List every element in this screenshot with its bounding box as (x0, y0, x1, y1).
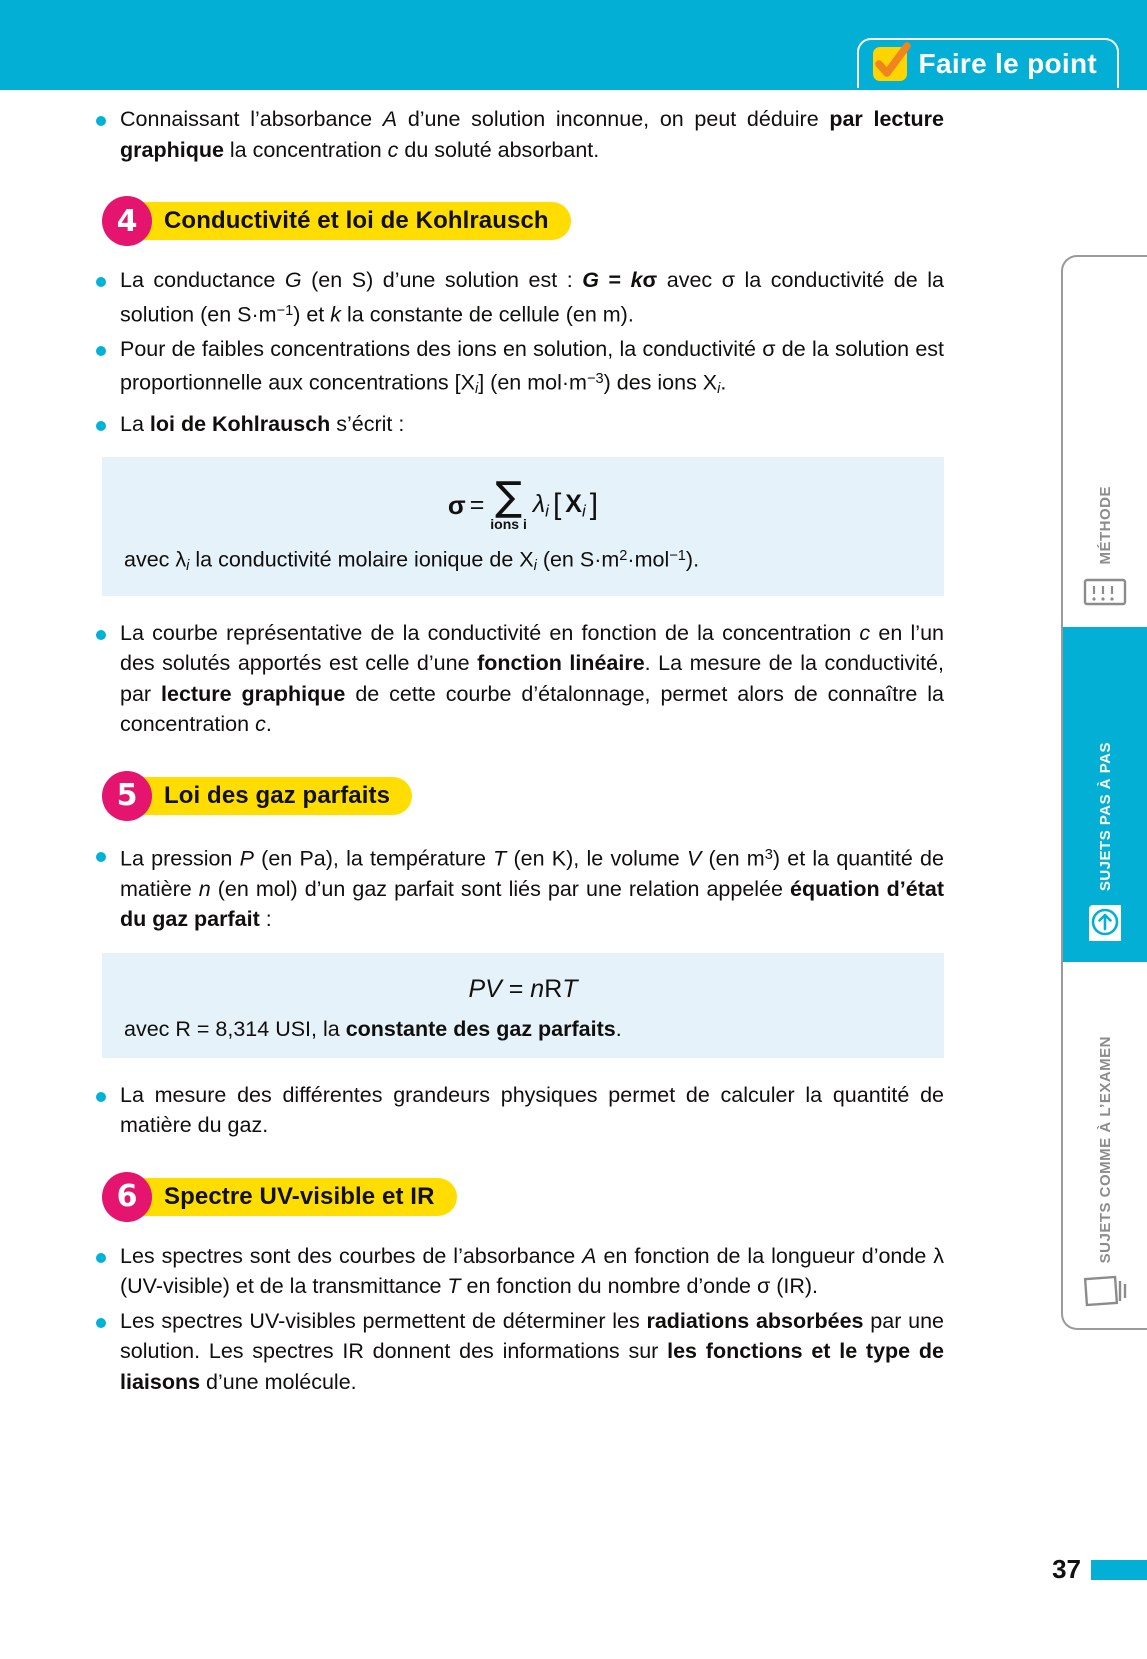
section-number-badge: 4 (102, 196, 152, 246)
list-item (96, 618, 944, 740)
section-title: Conductivité et loi de Kohlrausch (164, 207, 549, 234)
section5-closing-bullet: La mesure des différentes grandeurs physiques permet de calculer la quantité de matière du gaz. (120, 1082, 944, 1138)
formula-bracket-close: ] (589, 488, 599, 522)
summation-operator (490, 474, 527, 533)
arrow-up-page-icon (1083, 901, 1127, 948)
sidebar-tab-label: SUJETS COMME À L’EXAMEN (1096, 1035, 1114, 1263)
exam-paper-icon (1082, 1273, 1128, 1314)
section-title-ribbon (128, 1178, 457, 1216)
formula-lambda-term: $\lambda_i$ (532, 489, 549, 520)
section4-closing-bullet: La courbe représentative de la conductivité en fonction de la concentration c en l’un des solutés apportés est celle d’une fonction linéaire. La mesure de la conductivité, par lecture graphique de cette courbe d’étalonnage, permet alors de connaître la concentration c. (120, 620, 944, 737)
section-title: Loi des gaz parfaits (164, 781, 391, 809)
sidebar-tab-methode[interactable] (1063, 257, 1147, 627)
sidebar-tab-sujets-pas-a-pas[interactable] (1063, 627, 1147, 962)
sum-symbol: ∑ (495, 474, 523, 521)
sidebar-tab-label: SUJETS PAS À PAS (1096, 741, 1114, 891)
sum-subscript: ions i (490, 516, 527, 533)
bullet-dot-icon (96, 852, 106, 862)
section-title-ribbon (128, 777, 412, 815)
page-number-bar (1091, 1560, 1147, 1580)
page-title: Faire le point (918, 48, 1097, 79)
list-item (96, 1241, 944, 1302)
main-content (96, 104, 944, 1401)
intro-bullet-text: Connaissant l’absorbance A d’une solution inconnue, on peut déduire par lecture graphique la concentration c du soluté absorbant. (120, 107, 944, 162)
side-tab-rail (1061, 255, 1147, 1330)
sidebar-tab-label: MÉTHODE (1096, 485, 1114, 564)
sidebar-tab-sujets-comme-examen[interactable] (1063, 962, 1147, 1328)
section4-bullet-1: La conductance G (en S) d’une solution est : G = kσ avec σ la conductivité de la solution (en $S\cdot m^{-1}$) et k la constante de cellule (en m). (120, 268, 944, 327)
list-item (96, 409, 944, 440)
bullet-dot-icon (96, 630, 106, 640)
book-icon (1083, 574, 1127, 613)
section-title-ribbon (128, 202, 571, 240)
gas-law-formula-note: avec R = 8,314 USI, la constante des gaz parfaits. (124, 1016, 622, 1041)
list-item (96, 334, 944, 405)
list-item (96, 840, 944, 935)
bullet-dot-icon (96, 346, 106, 356)
formula-sigma: σ (447, 489, 466, 520)
section6-bullet-1: Les spectres sont des courbes de l’absorbance A en fonction de la longueur d’onde λ (UV-visible) et de la transmittance T en fonction du nombre d’onde σ (IR). (120, 1243, 944, 1299)
section-number-badge: 6 (102, 1172, 152, 1222)
bullet-dot-icon (96, 116, 106, 126)
footer-page-indicator (1052, 1554, 1147, 1585)
formula-bracket-open: [ (552, 488, 562, 522)
checkmark-icon (873, 47, 907, 81)
page-header-banner (0, 0, 1147, 90)
section4-bullet-3: La loi de Kohlrausch s’écrit : (120, 411, 405, 436)
gas-law-formula-box (102, 953, 944, 1058)
bullet-dot-icon (96, 1253, 106, 1263)
bullet-dot-icon (96, 421, 106, 431)
section5-bullet-1: La pression P (en Pa), la température T (en K), le volume V (en $m^3$) et la quantité de matière n (en mol) d’un gaz parfait sont liés par une relation appelée équation d’état du gaz parfait : (120, 846, 944, 932)
section-header-6 (102, 1171, 944, 1223)
kohlrausch-formula (124, 473, 922, 535)
section-header-5 (102, 770, 944, 822)
list-item (96, 104, 944, 165)
section-title: Spectre UV-visible et IR (164, 1182, 435, 1210)
list-item (96, 1080, 944, 1141)
bullet-dot-icon (96, 277, 106, 287)
section-number-badge: 5 (102, 771, 152, 821)
bullet-dot-icon (96, 1092, 106, 1102)
formula-species: $X_i$ (565, 489, 586, 520)
kohlrausch-formula-box (102, 457, 944, 595)
bullet-dot-icon (96, 1318, 106, 1328)
list-item (96, 1306, 944, 1398)
header-title-pill (857, 38, 1119, 88)
section4-bullet-2: Pour de faibles concentrations des ions en solution, la conductivité σ de la solution est proportionnelle aux concentrations $[X_i]$ (en $mol\cdot m^{-3}$) des ions $X_i$. (120, 336, 944, 398)
page-number: 37 (1052, 1554, 1081, 1584)
section6-bullet-2: Les spectres UV-visibles permettent de déterminer les radiations absorbées par une solution. Les spectres IR donnent des informations sur les fonctions et le type de liaisons d’une molécule. (120, 1308, 945, 1394)
formula-equals: = (469, 490, 485, 519)
gas-law-formula: PV = nRT (468, 974, 578, 1003)
section-header-4 (102, 195, 944, 247)
list-item (96, 265, 944, 330)
kohlrausch-formula-note: avec $\lambda_i$ la conductivité molaire ionique de $X_i$ (en $S\cdot m^2\cdot mol^{-1}$). (124, 547, 700, 575)
